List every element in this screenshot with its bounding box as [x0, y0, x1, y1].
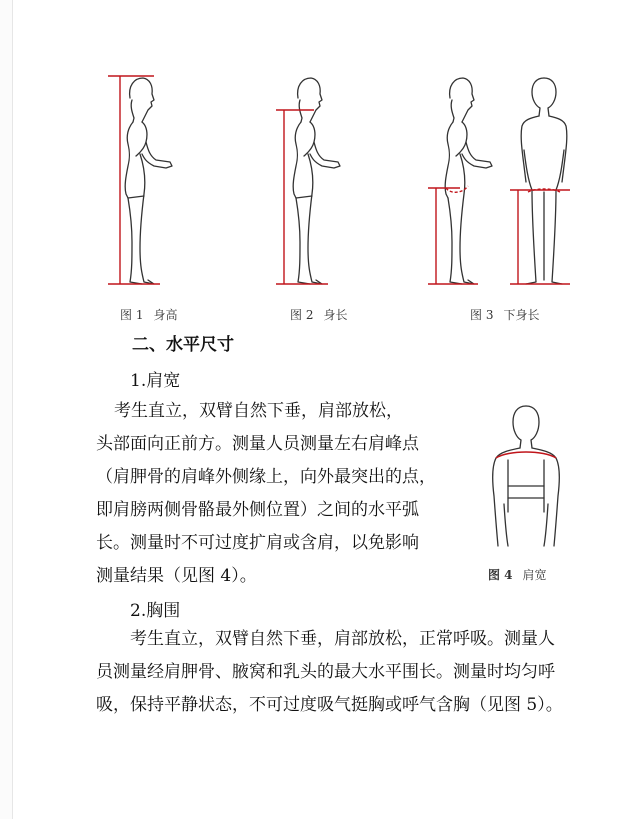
paragraph-line: 测量结果（见图 4）。 [96, 566, 257, 586]
item-1-title: 1.肩宽 [130, 371, 181, 391]
paragraph-line: 考生直立，双臂自然下垂，肩部放松，正常呼吸。测量人 [130, 629, 555, 649]
paragraph-line: 吸，保持平静状态，不可过度吸气挺胸或呼气含胸（见图 5）。 [96, 695, 563, 715]
figure-2-caption [290, 306, 347, 323]
figure-1-caption [120, 306, 177, 323]
figure-3-number: 图 3 [470, 308, 494, 322]
paragraph-line: 长。测量时不可过度扩肩或含肩，以免影响 [96, 533, 419, 553]
figure-3-title: 下身长 [503, 308, 540, 322]
paragraph-line: 考生直立，双臂自然下垂，肩部放松， [114, 401, 403, 421]
figure-3-caption [470, 306, 539, 323]
paragraph-line: 即肩膀两侧骨骼最外侧位置）之间的水平弧 [96, 500, 419, 520]
figure-1-title: 身高 [153, 308, 178, 322]
figure-2-body-length [268, 70, 358, 292]
figure-3-lower-body-length [420, 70, 590, 292]
paragraph-line: （肩胛骨的肩峰外侧缘上，向外最突出的点， [96, 467, 436, 487]
figure-4-shoulder-width [486, 400, 566, 552]
figure-4-number: 图 4 [488, 568, 513, 582]
item-1-paragraph [96, 395, 466, 593]
item-2-title: 2.胸围 [130, 601, 181, 621]
page-edge [0, 0, 13, 819]
paragraph-line: 员测量经肩胛骨、腋窝和乳头的最大水平围长。测量时均匀呼 [96, 662, 555, 682]
figure-1-number: 图 1 [120, 308, 144, 322]
figure-4-title: 肩宽 [522, 568, 547, 582]
figure-2-number: 图 2 [290, 308, 314, 322]
section-title: 二、水平尺寸 [132, 335, 234, 355]
figure-2-title: 身长 [323, 308, 348, 322]
figure-1-height [100, 70, 190, 292]
figure-4-caption [488, 566, 547, 583]
item-2-paragraph [96, 623, 626, 722]
paragraph-line: 头部面向正前方。测量人员测量左右肩峰点 [96, 434, 419, 454]
